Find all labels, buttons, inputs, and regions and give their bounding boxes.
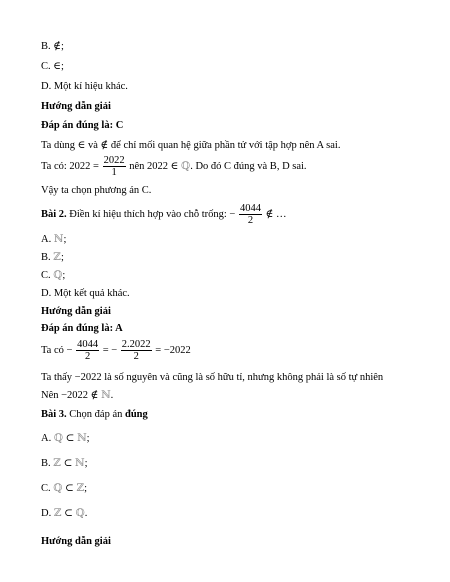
text: ; <box>63 234 67 245</box>
denominator: 2 <box>84 351 91 362</box>
exercise-prompt: Điền kí hiệu thích hợp vào chỗ trống: − <box>66 208 236 220</box>
subset-symbol: ⊂ <box>61 508 76 519</box>
option-c: C. ∈; <box>41 61 64 72</box>
text: ; <box>62 270 66 281</box>
text: ; <box>60 252 64 263</box>
option-b: B. ∉; <box>41 41 64 52</box>
text: = − <box>102 344 118 356</box>
option-label: C. <box>41 270 54 281</box>
guide-heading: Hướng dẫn giải <box>41 101 111 112</box>
option-label: B. <box>41 458 54 469</box>
text: Ta có: 2022 = <box>41 160 99 172</box>
fraction <box>76 339 99 362</box>
set-symbol: ℤ <box>53 252 61 263</box>
exercise-label: Bài 3. <box>41 409 67 420</box>
option-label: D. <box>41 508 54 519</box>
explanation-line: Ta dùng ∈ và ∉ để chỉ mối quan hệ giữa phần tử với tập hợp nên A sai. <box>41 140 341 151</box>
option-label: B. <box>41 252 54 263</box>
text: ; <box>84 483 88 494</box>
set-symbol: ℚ <box>181 160 191 172</box>
option-d: D. Một kết quả khác. <box>41 288 130 299</box>
calculation-line <box>41 339 191 362</box>
exercise-label: Bài 2. <box>41 208 67 220</box>
option-d <box>41 508 87 520</box>
text: = −2022 <box>155 344 191 356</box>
text: . <box>84 508 88 519</box>
answer-line: Đáp án đúng là: A <box>41 323 123 334</box>
exercise-2-title <box>41 203 286 226</box>
set-symbol: ℚ <box>53 433 63 444</box>
set-symbol: ℕ <box>101 390 111 401</box>
conclusion-line: Vậy ta chọn phương án C. <box>41 185 152 196</box>
exercise-prompt: Chọn đáp án <box>66 409 125 420</box>
fraction <box>121 339 152 362</box>
subset-symbol: ⊂ <box>62 483 77 494</box>
explanation-fraction-line <box>41 155 307 178</box>
option-b <box>41 458 88 470</box>
subset-symbol: ⊂ <box>63 433 78 444</box>
guide-heading: Hướng dẫn giải <box>41 306 111 317</box>
set-symbol: ℕ <box>77 433 87 444</box>
set-symbol: ℤ <box>53 508 62 519</box>
option-b <box>41 252 64 264</box>
numerator: 2022 <box>103 155 125 166</box>
exercise-3-title <box>41 409 148 421</box>
subset-symbol: ⊂ <box>60 458 75 469</box>
option-c <box>41 483 87 495</box>
answer-line: Đáp án đúng là: C <box>41 120 124 131</box>
numerator: 2.2022 <box>121 339 151 350</box>
fraction <box>239 203 262 226</box>
text: ∉ … <box>265 208 287 220</box>
set-symbol: ℤ <box>76 483 85 494</box>
option-a <box>41 234 66 246</box>
guide-heading: Hướng dẫn giải <box>41 536 111 547</box>
text: nên 2022 ∈ <box>129 160 182 172</box>
emphasis: đúng <box>125 409 148 420</box>
option-label: C. <box>41 483 54 494</box>
denominator: 1 <box>111 167 117 178</box>
text: . <box>110 390 114 401</box>
conclusion-line <box>41 390 113 402</box>
numerator: 4044 <box>239 203 261 214</box>
option-c <box>41 270 65 282</box>
text: . Do đó C đúng và B, D sai. <box>190 160 307 172</box>
text: Nên −2022 ∉ <box>41 390 102 401</box>
set-symbol: ℕ <box>75 458 85 469</box>
numerator: 4044 <box>77 339 99 350</box>
set-symbol: ℚ <box>53 483 63 494</box>
option-a <box>41 433 90 445</box>
option-label: A. <box>41 433 54 444</box>
text: ; <box>86 433 90 444</box>
text: ; <box>84 458 88 469</box>
option-label: A. <box>41 234 54 245</box>
denominator: 2 <box>133 351 139 362</box>
set-symbol: ℚ <box>75 508 85 519</box>
set-symbol: ℤ <box>53 458 61 469</box>
denominator: 2 <box>247 215 254 226</box>
text: Ta có − <box>41 344 73 356</box>
option-d: D. Một kí hiệu khác. <box>41 81 128 92</box>
fraction <box>103 155 126 178</box>
explanation-line: Ta thấy −2022 là số nguyên và cũng là số hữu tỉ, nhưng không phải là số tự nhiên <box>41 372 384 383</box>
set-symbol: ℕ <box>53 234 64 245</box>
set-symbol: ℚ <box>53 270 63 281</box>
